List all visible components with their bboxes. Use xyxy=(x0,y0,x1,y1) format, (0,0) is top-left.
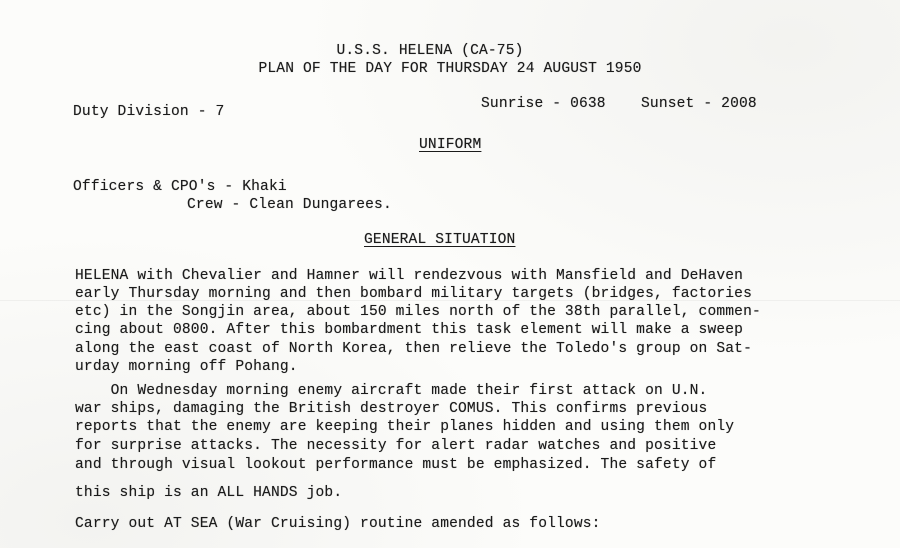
situation-line: along the east coast of North Korea, then relieve the Toledo's group on Sat- xyxy=(75,341,752,357)
uniform-crew: Crew - Clean Dungarees. xyxy=(187,197,392,213)
situation-line: this ship is an ALL HANDS job. xyxy=(75,485,343,501)
sunrise: Sunrise - 0638 xyxy=(481,96,606,112)
situation-line: On Wednesday morning enemy aircraft made their first attack on U.N. xyxy=(75,383,708,399)
situation-line: and through visual lookout performance must be emphasized. The safety of xyxy=(75,457,717,473)
situation-line: cing about 0800. After this bombardment this task element will make a sweep xyxy=(75,322,744,338)
situation-line: reports that the enemy are keeping their planes hidden and using them only xyxy=(75,419,735,435)
situation-line: early Thursday morning and then bombard military targets (bridges, factories xyxy=(75,286,752,302)
uniform-heading: UNIFORM xyxy=(419,137,482,153)
plan-title: PLAN OF THE DAY FOR THURSDAY 24 AUGUST 1950 xyxy=(258,61,642,77)
situation-line: etc) in the Songjin area, about 150 miles north of the 38th parallel, commen- xyxy=(75,304,761,320)
routine-instruction: Carry out AT SEA (War Cruising) routine amended as follows: xyxy=(75,516,601,532)
situation-line: war ships, damaging the British destroyer COMUS. This confirms previous xyxy=(75,401,708,417)
situation-line: for surprise attacks. The necessity for alert radar watches and positive xyxy=(75,438,717,454)
general-situation-heading: GENERAL SITUATION xyxy=(364,232,516,248)
situation-line: HELENA with Chevalier and Hamner will rendezvous with Mansfield and DeHaven xyxy=(75,268,744,284)
ship-title: U.S.S. HELENA (CA-75) xyxy=(336,43,524,59)
sunset: Sunset - 2008 xyxy=(641,96,757,112)
duty-division: Duty Division - 7 xyxy=(73,104,225,120)
uniform-officers: Officers & CPO's - Khaki xyxy=(73,179,287,195)
situation-line: urday morning off Pohang. xyxy=(75,359,298,375)
